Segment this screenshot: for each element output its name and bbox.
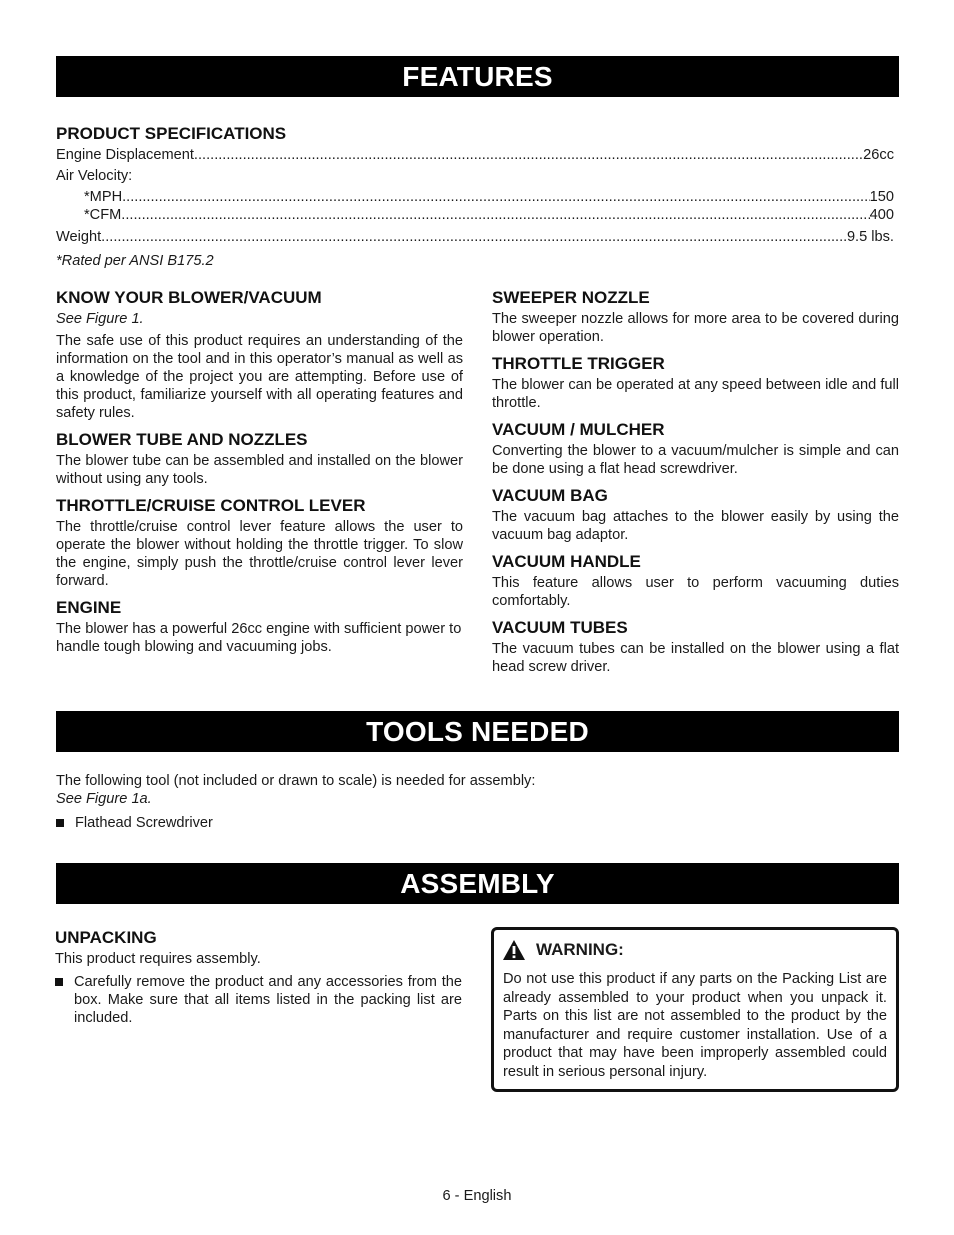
section-body: The vacuum bag attaches to the blower easily by using the vacuum bag adaptor. (492, 509, 899, 543)
section-body: The throttle/cruise control lever feature allows the user to operate the blower without holding the throttle trigger. To slow the engine, simply push the throttle/cruise control lever lever forward. (56, 519, 463, 589)
spec-value: 400 (869, 207, 894, 223)
unpacking-bullet (55, 973, 462, 1027)
specs-heading: PRODUCT SPECIFICATIONS (56, 124, 287, 143)
vacuum-tubes-section (492, 618, 899, 676)
figure-reference: See Figure 1. (56, 311, 144, 327)
spec-mph (56, 188, 894, 206)
section-heading: BLOWER TUBE AND NOZZLES (56, 430, 308, 449)
section-body: The safe use of this product requires an understanding of the information on the tool and in this operator’s manual as well as a knowledge of the project you are attempting. Before use of this product, familiarize yourself with all operating features and safety rules. (56, 333, 463, 421)
spec-label: Weight (56, 229, 102, 245)
vacuum-bag-section (492, 486, 899, 544)
spec-cfm (56, 206, 894, 224)
warning-header (503, 940, 887, 960)
sweeper-nozzle-section (492, 288, 899, 346)
unpacking-section (55, 928, 462, 1027)
section-heading: KNOW YOUR BLOWER/VACUUM (56, 288, 322, 307)
tools-needed-section (56, 772, 899, 832)
tools-needed-banner: TOOLS NEEDED (56, 711, 899, 752)
section-heading: ENGINE (56, 598, 122, 617)
section-heading: VACUUM / MULCHER (492, 420, 665, 439)
section-heading: UNPACKING (55, 928, 157, 947)
tool-list-item (56, 814, 899, 832)
spec-label: Air Velocity: (56, 168, 133, 184)
warning-title: WARNING: (536, 940, 624, 959)
warning-body: Do not use this product if any parts on the Packing List are already assembled to your product when you unpack it. Parts on this list are not assembled to the product by the manufacturer and require customer installation. Use of a product that may have been improperly assembled could result in serious personal injury. (503, 971, 887, 1080)
spec-label: *MPH (84, 189, 123, 205)
leader-dots (121, 206, 869, 224)
know-your-blower-section (56, 288, 463, 422)
spec-value: 150 (869, 189, 894, 205)
spec-air-velocity (56, 167, 894, 185)
bullet-square-icon (56, 814, 75, 832)
leader-dots (122, 188, 870, 206)
warning-triangle-icon (503, 940, 525, 960)
spec-label: *CFM (84, 207, 122, 223)
spec-value: 26cc (863, 147, 894, 163)
vacuum-handle-section (492, 552, 899, 610)
features-banner: FEATURES (56, 56, 899, 97)
section-body: The blower has a powerful 26cc engine with sufficient power to handle tough blowing and vacuuming jobs. (56, 621, 462, 655)
assembly-banner: ASSEMBLY (56, 863, 899, 904)
section-heading: VACUUM BAG (492, 486, 608, 505)
features-right-column (492, 288, 899, 684)
blower-tube-section (56, 430, 463, 488)
spec-label: Engine Displacement (56, 147, 194, 163)
figure-reference: See Figure 1a. (56, 791, 152, 807)
section-heading: THROTTLE TRIGGER (492, 354, 665, 373)
warning-box (491, 927, 899, 1092)
features-left-column (56, 288, 463, 664)
tools-intro: The following tool (not included or drawn to scale) is needed for assembly: (56, 773, 536, 789)
spec-engine-displacement (56, 146, 894, 164)
section-body: The blower tube can be assembled and installed on the blower without using any tools. (56, 453, 463, 487)
section-body: The sweeper nozzle allows for more area to be covered during blower operation. (492, 311, 899, 345)
section-body: This feature allows user to perform vacuuming duties comfortably. (492, 575, 899, 609)
specs-note: *Rated per ANSI B175.2 (56, 253, 214, 269)
section-heading: VACUUM HANDLE (492, 552, 641, 571)
leader-dots (194, 146, 863, 164)
cruise-control-section (56, 496, 463, 590)
bullet-square-icon (55, 973, 74, 1027)
section-heading: THROTTLE/CRUISE CONTROL LEVER (56, 496, 366, 515)
section-body: Converting the blower to a vacuum/mulcher is simple and can be done using a flat head screwdriver. (492, 443, 899, 477)
section-body: The blower can be operated at any speed between idle and full throttle. (492, 377, 899, 411)
spec-weight (56, 228, 894, 246)
spec-value: 9.5 lbs. (846, 229, 894, 245)
section-heading: SWEEPER NOZZLE (492, 288, 650, 307)
bullet-text: Carefully remove the product and any accessories from the box. Make sure that all items listed in the packing list are included. (74, 974, 462, 1026)
tool-name: Flathead Screwdriver (75, 815, 213, 831)
leader-dots (101, 228, 847, 246)
engine-section (56, 598, 463, 656)
section-heading: VACUUM TUBES (492, 618, 628, 637)
page-footer: 6 - English (442, 1188, 512, 1204)
vacuum-mulcher-section (492, 420, 899, 478)
product-specifications (56, 124, 894, 270)
unpacking-intro: This product requires assembly. (55, 951, 261, 967)
throttle-trigger-section (492, 354, 899, 412)
section-body: The vacuum tubes can be installed on the blower using a flat head screw driver. (492, 641, 899, 675)
